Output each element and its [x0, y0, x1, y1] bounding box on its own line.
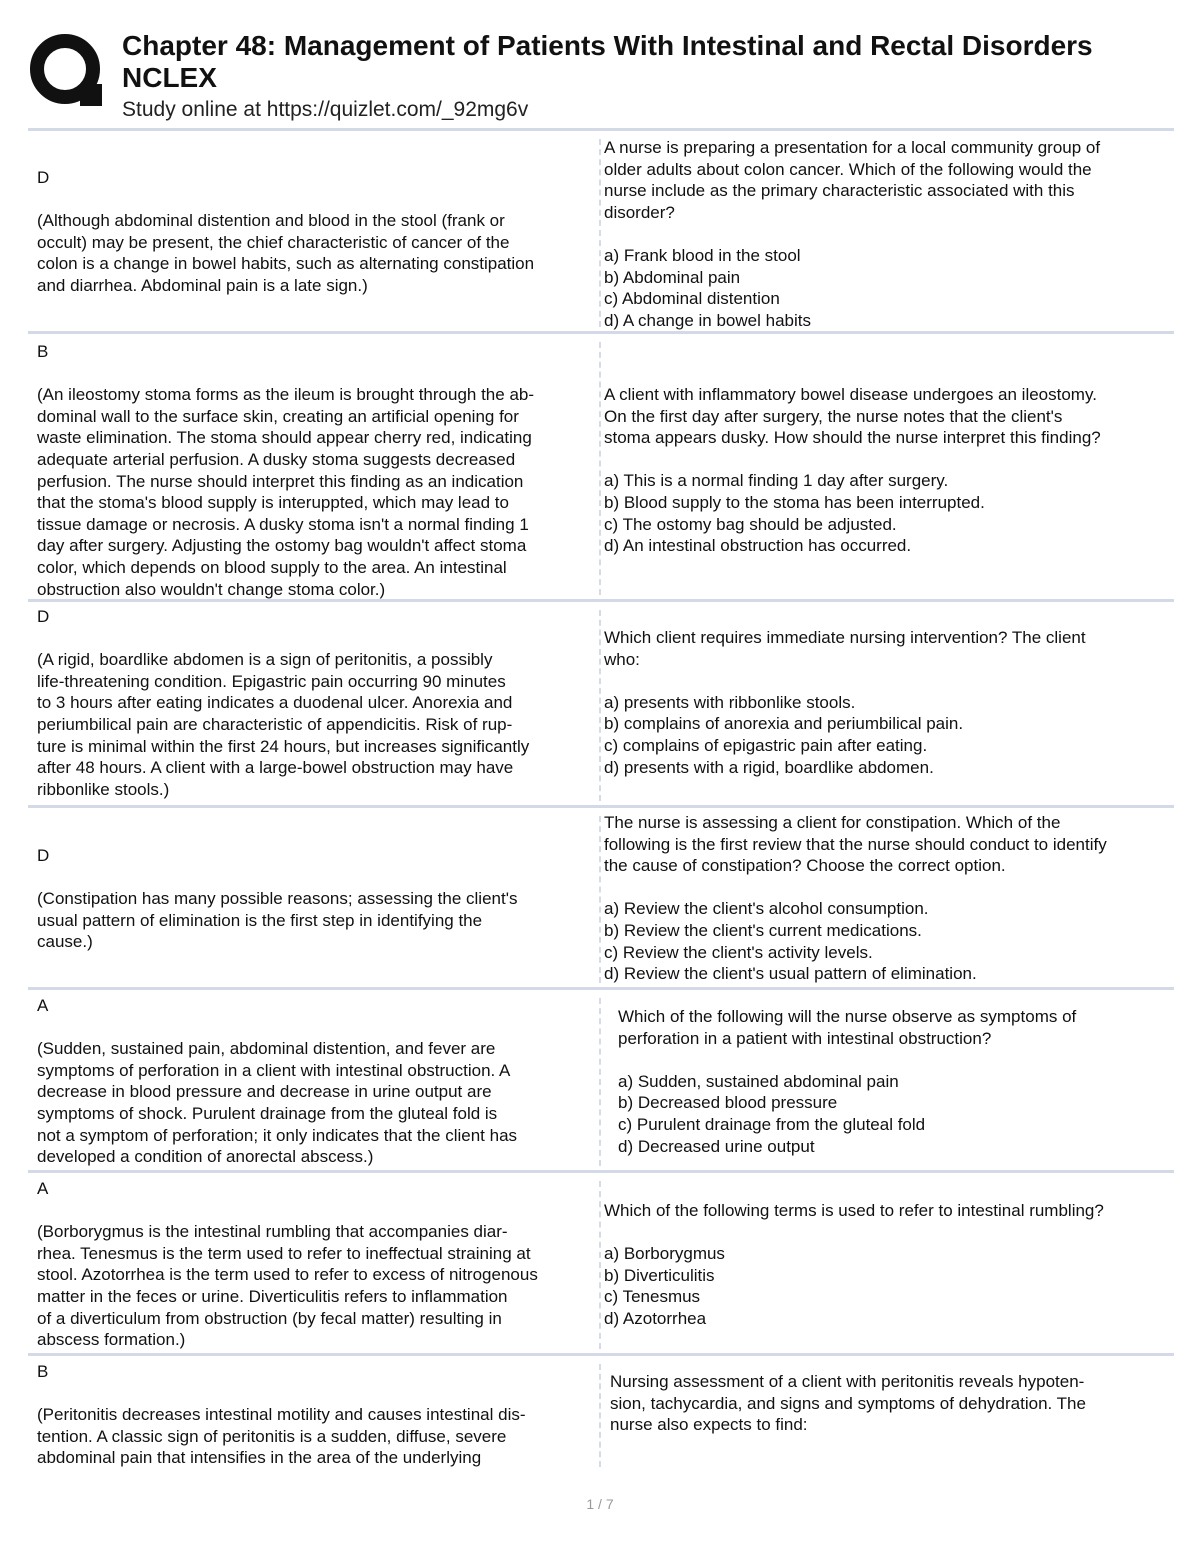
answer-side	[37, 1178, 599, 1351]
explanation-line: life-threatening condition. Epigastric pain occurring 90 minutes	[37, 671, 506, 691]
explanation-line: that the stoma's blood supply is interuppted, which may lead to	[37, 493, 509, 513]
question-line: A nurse is preparing a presentation for a local community group of	[604, 138, 1101, 157]
flashcard	[28, 331, 1174, 599]
explanation-line: (Borborygmus is the intestinal rumbling that accompanies diar-	[37, 1222, 508, 1242]
explanation-line: (A rigid, boardlike abdomen is a sign of peritonitis, a possibly	[37, 650, 493, 670]
question-side	[618, 1006, 1170, 1157]
answer-side	[37, 995, 599, 1168]
question-side	[604, 384, 1170, 557]
explanation-line: (Sudden, sustained pain, abdominal distention, and fever are	[37, 1039, 496, 1059]
explanation-line: waste elimination. The stoma should appear cherry red, indicating	[37, 428, 532, 448]
flashcard	[28, 128, 1174, 331]
question-line: who:	[604, 649, 640, 669]
option-b: b) Abdominal pain	[604, 267, 741, 287]
explanation-line: colon is a change in bowel habits, such as alternating constipation	[37, 254, 535, 274]
option-d: d) presents with a rigid, boardlike abdomen.	[604, 757, 934, 777]
answer-letter: B	[37, 342, 49, 361]
card-divider	[599, 1181, 601, 1349]
flashcard	[28, 599, 1174, 805]
explanation-line: dominal wall to the surface skin, creating an artificial opening for	[37, 406, 519, 426]
answer-side	[37, 845, 599, 953]
answer-letter: A	[37, 996, 49, 1015]
explanation-line: (Peritonitis decreases intestinal motility and causes intestinal dis-	[37, 1405, 526, 1425]
question-line: stoma appears dusky. How should the nurse interpret this finding?	[604, 428, 1101, 448]
option-d: d) An intestinal obstruction has occurred.	[604, 536, 912, 556]
option-d: d) Azotorrhea	[604, 1308, 707, 1328]
flashcard	[28, 1353, 1174, 1471]
explanation-line: cause.)	[37, 932, 93, 952]
question-side	[604, 1200, 1170, 1330]
explanation-line: occult) may be present, the chief characteristic of cancer of the	[37, 232, 510, 252]
question-side	[604, 812, 1170, 985]
card-divider	[599, 816, 601, 983]
option-c: c) Purulent drainage from the gluteal fold	[618, 1114, 926, 1134]
flashcard	[28, 805, 1174, 987]
explanation-line: matter in the feces or urine. Diverticulitis refers to inflammation	[37, 1286, 508, 1306]
option-b: b) Review the client's current medications.	[604, 920, 922, 940]
question-line: nurse also expects to find:	[610, 1415, 808, 1435]
question-side	[610, 1371, 1170, 1436]
study-online-link[interactable]: Study online at https://quizlet.com/_92mg6v	[122, 98, 529, 121]
flashcard	[28, 987, 1174, 1170]
explanation-line: tention. A classic sign of peritonitis is a sudden, diffuse, severe	[37, 1426, 507, 1446]
page-title	[122, 30, 1200, 94]
question-line: following is the first review that the nurse should conduct to identify	[604, 834, 1107, 854]
card-divider	[599, 998, 601, 1166]
explanation-line: obstruction also wouldn't change stoma color.)	[37, 579, 386, 599]
explanation-line: ture is minimal within the first 24 hours, but increases significantly	[37, 736, 530, 756]
explanation-line: rhea. Tenesmus is the term used to refer to ineffectual straining at	[37, 1243, 531, 1263]
question-line: Nursing assessment of a client with peritonitis reveals hypoten-	[610, 1372, 1085, 1391]
question-line: The nurse is assessing a client for constipation. Which of the	[604, 813, 1061, 832]
explanation-line: tissue damage or necrosis. A dusky stoma isn't a normal finding 1	[37, 514, 529, 534]
card-divider	[599, 139, 601, 327]
option-c: c) The ostomy bag should be adjusted.	[604, 514, 897, 534]
explanation-line: adequate arterial perfusion. A dusky stoma suggests decreased	[37, 449, 516, 469]
answer-side	[37, 341, 599, 600]
explanation-line: stool. Azotorrhea is the term used to refer to excess of nitrogenous	[37, 1265, 538, 1285]
option-b: b) Blood supply to the stoma has been interrupted.	[604, 492, 985, 512]
question-line: the cause of constipation? Choose the correct option.	[604, 856, 1006, 876]
question-side	[604, 627, 1170, 778]
card-divider	[599, 1364, 601, 1467]
explanation-line: abscess formation.)	[37, 1330, 186, 1350]
quizlet-logo-icon	[28, 32, 106, 110]
answer-letter: D	[37, 168, 50, 187]
option-b: b) Diverticulitis	[604, 1265, 715, 1285]
question-line: Which client requires immediate nursing intervention? The client	[604, 628, 1086, 647]
option-a: a) Borborygmus	[604, 1244, 725, 1264]
explanation-line: day after surgery. Adjusting the ostomy bag wouldn't affect stoma	[37, 536, 527, 556]
option-d: d) Review the client's usual pattern of elimination.	[604, 964, 977, 984]
explanation-line: of a diverticulum from obstruction (by fecal matter) resulting in	[37, 1308, 502, 1328]
answer-letter: D	[37, 846, 50, 865]
option-a: a) This is a normal finding 1 day after surgery.	[604, 471, 949, 491]
explanation-line: periumbilical pain are characteristic of appendicitis. Risk of rup-	[37, 714, 513, 734]
flashcard	[28, 1170, 1174, 1353]
question-side	[604, 137, 1170, 331]
option-a: a) Frank blood in the stool	[604, 245, 801, 265]
explanation-line: decrease in blood pressure and decrease in urine output are	[37, 1082, 492, 1102]
question-line: older adults about colon cancer. Which of the following would the	[604, 159, 1092, 179]
page-number: 1 / 7	[586, 1496, 614, 1512]
question-line: disorder?	[604, 202, 675, 222]
answer-side	[37, 167, 599, 297]
question-line: Which of the following will the nurse observe as symptoms of	[618, 1007, 1077, 1026]
answer-letter: D	[37, 607, 50, 626]
answer-side	[37, 606, 599, 800]
explanation-line: not a symptom of perforation; it only indicates that the client has	[37, 1125, 518, 1145]
card-divider	[599, 342, 601, 595]
question-line: On the first day after surgery, the nurse notes that the client's	[604, 406, 1063, 426]
explanation-line: after 48 hours. A client with a large-bowel obstruction may have	[37, 758, 514, 778]
explanation-line: developed a condition of anorectal abscess.)	[37, 1147, 374, 1167]
answer-letter: A	[37, 1179, 49, 1198]
answer-letter: B	[37, 1362, 49, 1381]
option-c: c) complains of epigastric pain after eating.	[604, 735, 928, 755]
explanation-line: (Constipation has many possible reasons; assessing the client's	[37, 889, 518, 909]
option-a: a) Review the client's alcohol consumption.	[604, 899, 929, 919]
question-line: A client with inflammatory bowel disease undergoes an ileostomy.	[604, 385, 1097, 404]
option-a: a) Sudden, sustained abdominal pain	[618, 1071, 899, 1091]
option-c: c) Abdominal distention	[604, 289, 780, 309]
option-c: c) Tenesmus	[604, 1287, 701, 1307]
page-title-line-1: Chapter 48: Management of Patients With Intestinal and Rectal Disorders	[122, 30, 1093, 61]
explanation-line: perfusion. The nurse should interpret this finding as an indication	[37, 471, 524, 491]
question-line: nurse include as the primary characteristic associated with this	[604, 181, 1075, 201]
explanation-line: symptoms of shock. Purulent drainage from the gluteal fold is	[37, 1103, 498, 1123]
explanation-line: color, which depends on blood supply to the area. An intestinal	[37, 557, 507, 577]
explanation-line: ribbonlike stools.)	[37, 779, 170, 799]
explanation-line: to 3 hours after eating indicates a duodenal ulcer. Anorexia and	[37, 693, 513, 713]
explanation-line: symptoms of perforation in a client with intestinal obstruction. A	[37, 1060, 511, 1080]
page-header	[28, 28, 1200, 128]
explanation-line: abdominal pain that intensifies in the area of the underlying	[37, 1448, 482, 1468]
question-line: sion, tachycardia, and signs and symptoms of dehydration. The	[610, 1393, 1086, 1413]
explanation-line: (An ileostomy stoma forms as the ileum is brought through the ab-	[37, 385, 535, 405]
option-d: d) A change in bowel habits	[604, 310, 811, 330]
page-title-line-2: NCLEX	[122, 62, 217, 93]
option-d: d) Decreased urine output	[618, 1136, 815, 1156]
answer-side	[37, 1361, 599, 1469]
option-c: c) Review the client's activity levels.	[604, 942, 873, 962]
explanation-line: (Although abdominal distention and blood in the stool (frank or	[37, 211, 505, 231]
option-a: a) presents with ribbonlike stools.	[604, 692, 856, 712]
card-divider	[599, 610, 601, 801]
option-b: b) complains of anorexia and periumbilical pain.	[604, 714, 964, 734]
question-line: Which of the following terms is used to refer to intestinal rumbling?	[604, 1201, 1104, 1220]
explanation-line: usual pattern of elimination is the first step in identifying the	[37, 910, 483, 930]
option-b: b) Decreased blood pressure	[618, 1093, 838, 1113]
explanation-line: and diarrhea. Abdominal pain is a late sign.)	[37, 275, 368, 295]
flashcard-list	[28, 128, 1174, 1471]
question-line: perforation in a patient with intestinal obstruction?	[618, 1028, 992, 1048]
